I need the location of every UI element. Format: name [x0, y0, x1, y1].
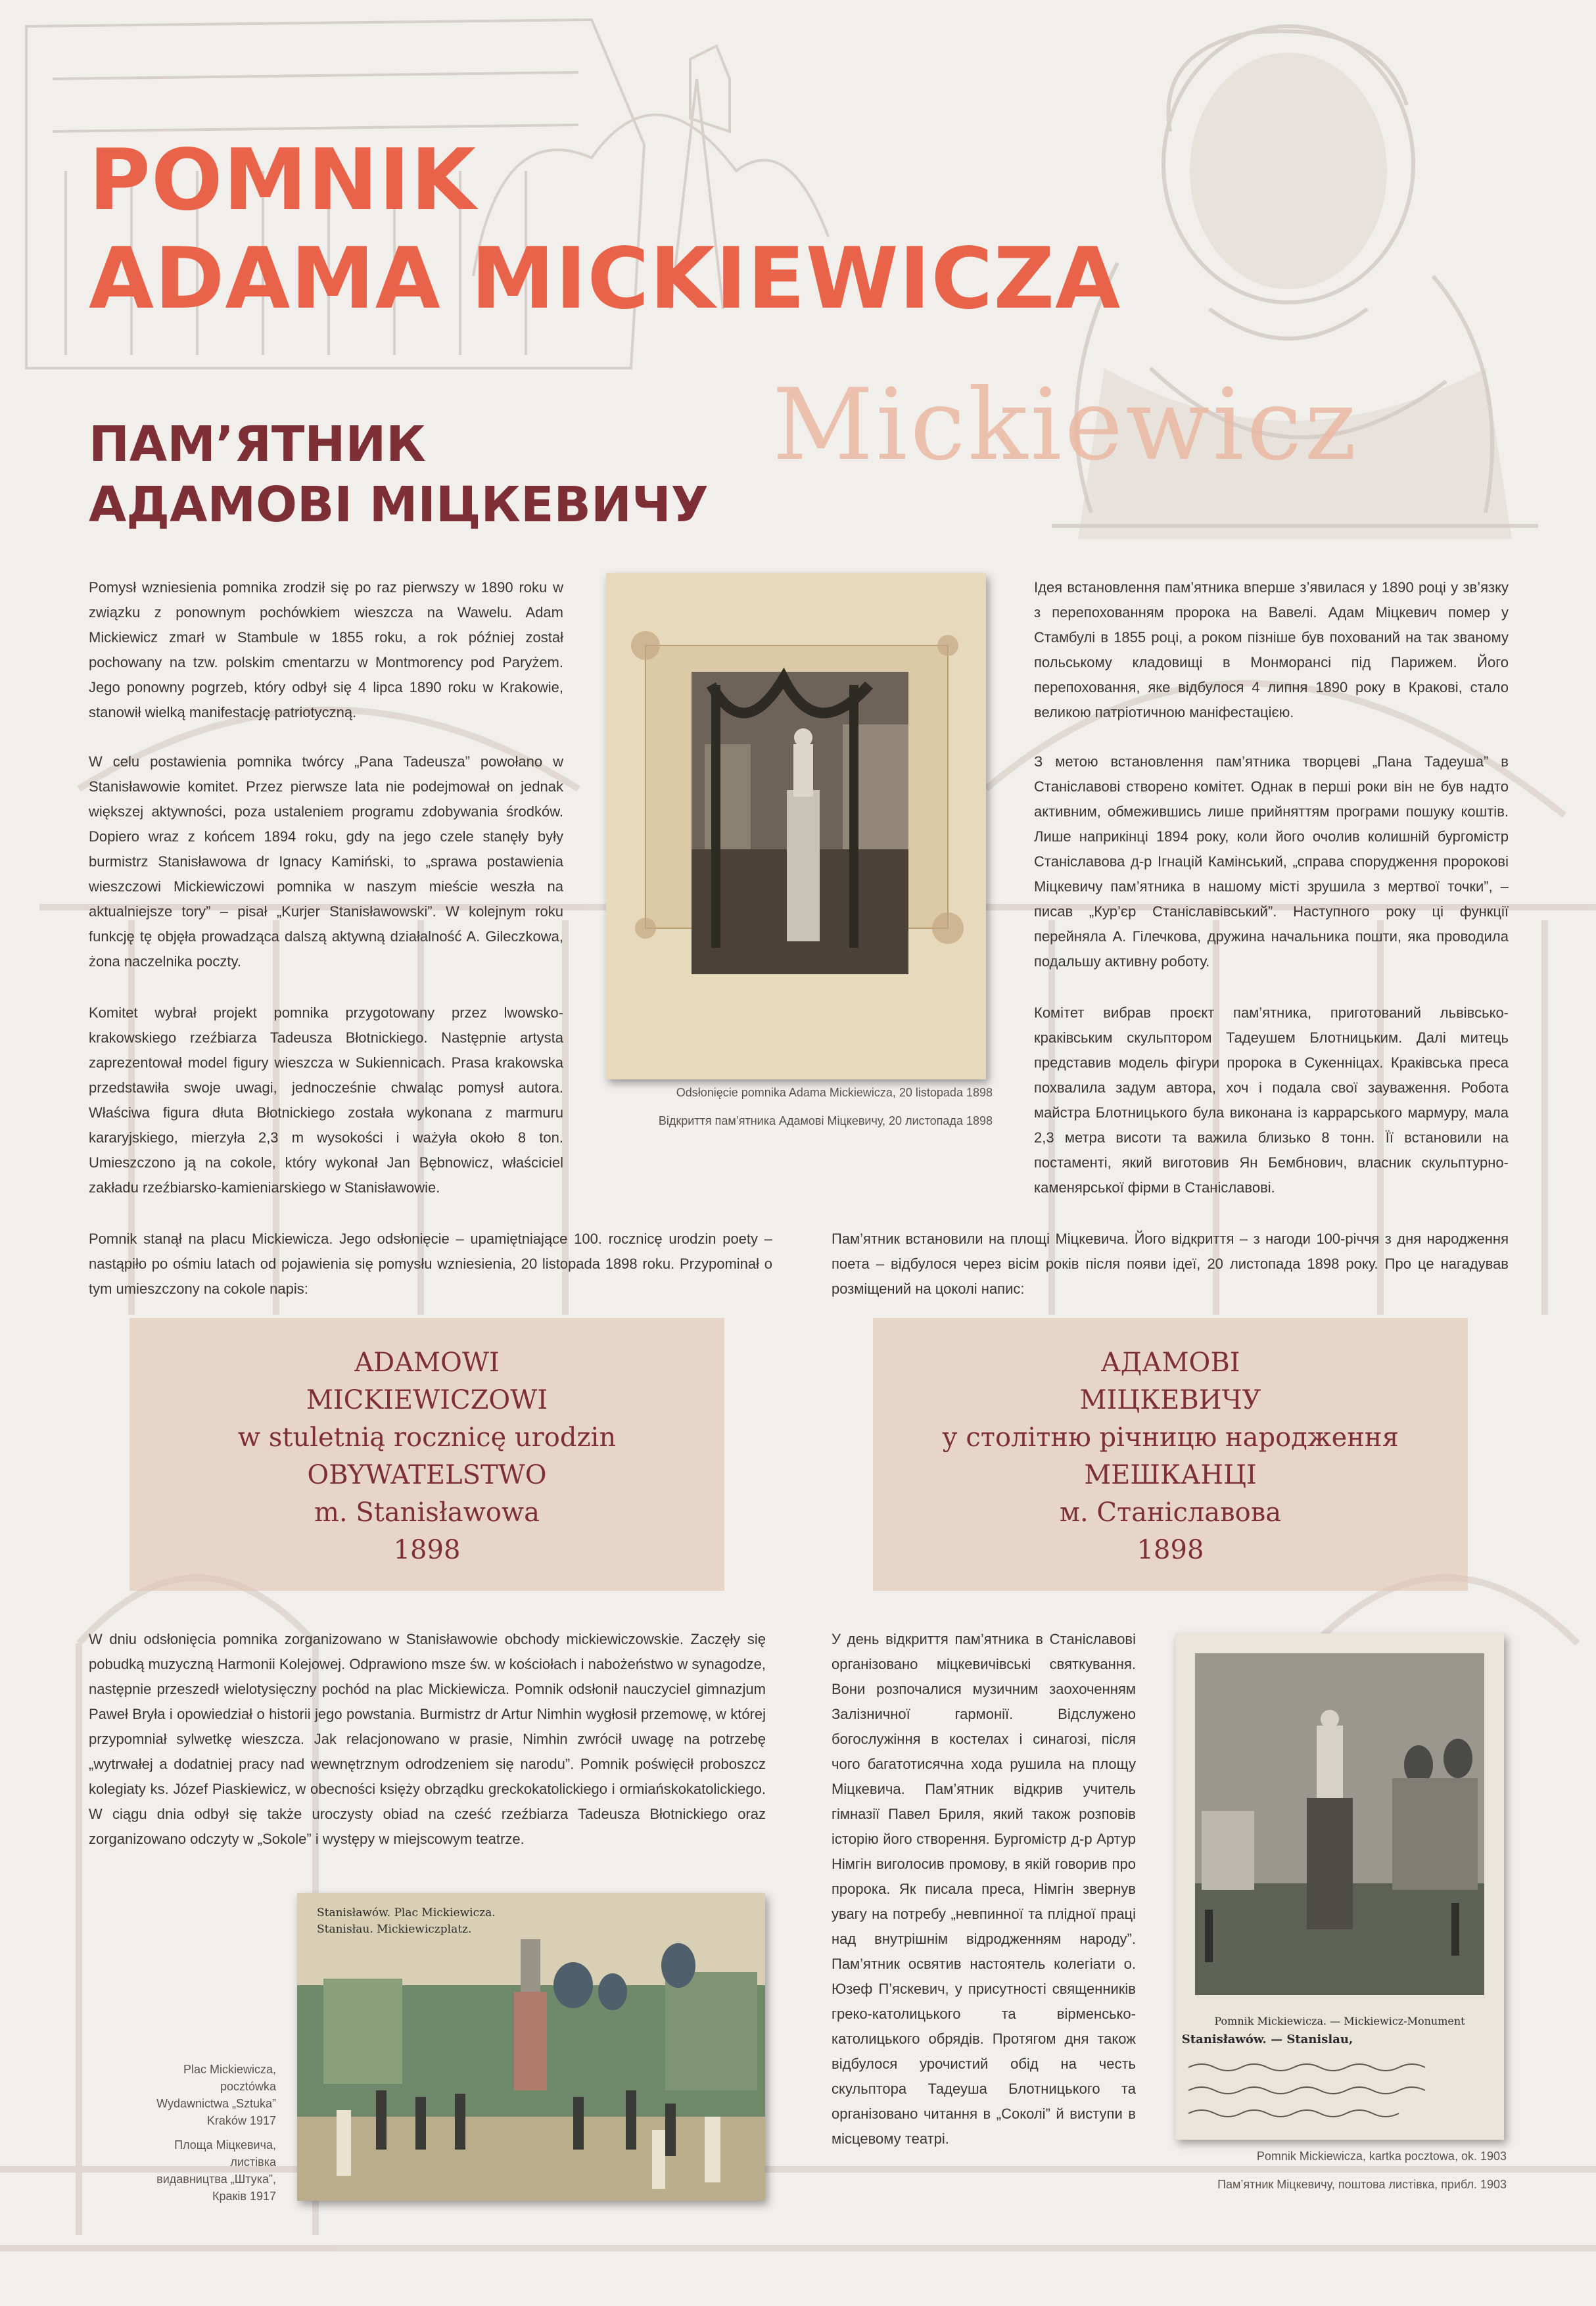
plaque-pl-line2: MICKIEWICZOWI — [306, 1385, 548, 1415]
photo1-caption-ua: Відкриття пам’ятника Адамові Міцкевичу, 20 листопада 1898 — [658, 1114, 993, 1127]
postcard-right-caption-ua: Пам’ятник Міцкевичу, поштова листівка, прибл. 1903 — [1217, 2178, 1507, 2191]
decorative-name: Mickiewicz — [772, 368, 1359, 482]
caption-line: видавництва „Штука”, — [156, 2173, 276, 2186]
paragraph-ua-1: Ідея встановлення пам’ятника вперше з’явилася у 1890 році у зв’язку з перепохованням пророка на Вавелі. Адам Міцкевич помер у Стамбулі в 1855 році, а роком пізніше був похований на так званому польському кладовищі в Монморансі під Парижем. Його перепоховання, яке відбулося 4 липня 1890 року в Кракові, стало великою патріотичною маніфестацією. — [1034, 579, 1509, 720]
plaque-ua-line4: МЕШКАНЦІ — [1084, 1460, 1257, 1490]
paragraph-ua-4: Пам’ятник встановили на площі Міцкевича. Його відкриття – з нагоди 100-річчя з дня народження поета – відбулося через вісім років після появи ідеї, 20 листопада 1898 року. Про це нагадував розміщений на цоколі напис: — [832, 1231, 1509, 1297]
page-title-ukrainian — [89, 414, 709, 535]
caption-line: Площа Міцкевича, — [174, 2138, 276, 2152]
paragraph-pl-celebration: W dniu odsłonięcia pomnika zorganizowano w Stanisławowie obchody mickiewiczowskie. Zaczęły się pobudką muzyczną Harmonii Kolejowej. Odprawiono msze św. w kościołach i nabożeństwo w synagodze, następnie przeszedł wielotysięczny pochód na plac Mickiewicza. Pomnik odsłonił nauczyciel gimnazjum Paweł Bryła i opowiedział o historii jego powstania. Burmistrz dr Artur Nimhin wygłosił przemowę, w której przypomniał sylwetkę wieszcza. Jak relacjonowano w prasie, Nimhin zwrócił uwagę na potrzebę „wytrwałej a dodatniej pracy nad wewnętrznym odrodzeniem się narodu”. Pomnik poświęcił proboszcz kolegiaty ks. Józef Piaskiewicz, w obecności księży obrządku greckokatolickiego i ormiańskokatolickiego. W ciągu dnia odbył się także uroczysty obiad na cześć rzeźbiarza Tadeusza Błotnickiego oraz zorganizowano odczyty w „Sokole” i występy w miejscowym teatrze. — [89, 1631, 766, 1847]
plaque-ua-line3: у столітню річницю народження — [942, 1423, 1399, 1453]
postcard-pomnik-image — [1175, 1634, 1504, 2140]
postcard-right-line2: Stanisławów. — Stanislau, — [1181, 2033, 1353, 2046]
plaque-polish — [129, 1318, 724, 1591]
caption-line: листівка — [230, 2155, 276, 2169]
title-ua-line1: ПАМ’ЯТНИК — [89, 416, 426, 473]
caption-line: Kraków 1917 — [206, 2114, 276, 2127]
postcard-plac-image — [297, 1893, 765, 2201]
page-title-polish — [89, 131, 1121, 329]
plaque-ua-line1: АДАМОВІ — [1100, 1348, 1240, 1378]
plaque-ua-line6: 1898 — [1137, 1535, 1204, 1565]
paragraph-ua-2: З метою встановлення пам’ятника творцеві „Пана Тадеуша” в Станіславові створено комітет. Однак в перші роки він не був надто активним, обмежившись лише прийняттям програми пошуку коштів. Лише наприкінці 1894 року, коли його очолив колишній бургомістр Станіславова д-р Ігнацій Камінський, „справа спорудження пророкові Міцкевичу пам’ятника в нашому місті зрушила з мертвої точки”, – писав „Кур’єр Станіславівський”. Наступного року ці функції перейняла А. Гілечкова, дружина начальника пошти, яка проводила подальшу активну роботу. — [1034, 753, 1509, 970]
paragraph-pl-2: W celu postawienia pomnika twórcy „Pana Tadeusza” powołano w Stanisławowie komitet. Przez pierwsze lata nie podejmował on jednak większej aktywności, poza ustaleniem programu zdobywania środków. Dopiero wraz z końcem 1894 roku, gdy na jego czele stanęły były burmistrz Stanisławowa dr Ignacy Kamiński, to „sprawa postawienia wieszczowi Mickiewiczowi pomnika w naszym mieście weszła na aktualniejsze tory” – pisał „Kurjer Stanisławowski”. W kolejnym roku funkcję tę objęła prowadząca dalszą aktywną działalność A. Gileczkowa, żona naczelnika poczty. — [89, 753, 563, 970]
photo-unveiling-image — [606, 573, 986, 1079]
caption-line: Краків 1917 — [212, 2190, 276, 2203]
postcard-plac-mickiewicza — [297, 1893, 765, 2201]
postcard-left-caption-pl — [118, 2061, 276, 2129]
plaque-ua-line2: МІЦКЕВИЧУ — [1079, 1385, 1261, 1415]
title-pl-line2: ADAMA MICKIEWICZA — [89, 230, 1121, 328]
paragraph-ua-3: Комітет вибрав проєкт пам’ятника, приготований львівсько-краківським скульптором Тадеушем Блотницьким. Далі митець представив модель фігури пророка в Сукенніцах. Краківська преса похвалила задум автора, хоч і подала свої зауваження. Робота майстра Блотницького була виконана із каррарського мармуру, мала 2,3 метра висоти та важила близько 8 тонн. Її встановили на постаменті, який виготовив Ян Бембнович, власник скульптурно-каменярської фірми в Станіславові. — [1034, 1004, 1509, 1196]
caption-line: pocztówka — [220, 2080, 276, 2093]
paragraph-ua-celebration: У день відкриття пам’ятника в Станіславові організовано міцкевичівські святкування. Вони розпочалися музичним заохоченням Залізничної гармонії. Відслужено богослужіння в костелах і синагозі, після чого багатотисячна хода рушила на площу Міцкевича. Пам’ятник відкрив учитель гімназії Павел Бриля, який також розповів історію його створення. Бургомістр д-р Артур Німгін виголосив промову, в якій говорив про пророка. Як писала преса, Німгін звернув увагу на потребу „невпинної та плідної праці над внутрішнім відродженням народу”. Пам’ятник освятив настоятель колегіати о. Юзеф П’яскевич, у присутності священників греко-католицького та вірменсько-католицького обрядів. Протягом дня також відбулося урочистий обід на честь скульптора Тадеуша Блотницького та організовано читання в „Соколі” й виступи в місцевому театрі. — [832, 1631, 1136, 2147]
photo-unveiling-1898 — [606, 573, 986, 1079]
postcard-right-line1: Pomnik Mickiewicza. — Mickiewicz-Monument — [1214, 2015, 1465, 2027]
plaque-pl-line1: ADAMOWI — [354, 1348, 500, 1378]
plaque-pl-line3: w stuletnią rocznicę urodzin — [237, 1423, 617, 1453]
paragraph-pl-3: Komitet wybrał projekt pomnika przygotowany przez lwowsko-krakowskiego rzeźbiarza Tadeusza Błotnickiego. Następnie artysta zaprezentował model figury wieszcza w Sukiennicach. Prasa krakowska przedstawiła swoje uwagi, jednocześnie chwaląc pomysł autora. Właściwa figura dłuta Błotnickiego została wykonana z marmuru kararyjskiego, mierzyła 2,3 m wysokości i ważyła około 8 ton. Umieszczono ją na cokole, który wykonał Jan Bębnowicz, właściciel zakładu rzeźbiarsko-kamieniarskiego w Stanisławowie. — [89, 1004, 563, 1196]
paragraph-pl-1: Pomysł wzniesienia pomnika zrodził się po raz pierwszy w 1890 roku w związku z ponownym pochówkiem wieszcza na Wawelu. Adam Mickiewicz zmarł w Stambule w 1855 roku, a rok później został pochowany na tzw. polskim cmentarzu w Montmorency pod Paryżem. Jego ponowny pogrzeb, który odbył się 4 lipca 1890 roku w Krakowie, stanowił wielką manifestację patriotyczną. — [89, 579, 563, 720]
plaque-pl-line4: OBYWATELSTWO — [307, 1460, 547, 1490]
postcard-left-header-1: Stanisławów. Plac Mickiewicza. — [317, 1906, 496, 1919]
plaque-pl-line6: 1898 — [393, 1535, 461, 1565]
plaque-ukrainian — [873, 1318, 1468, 1591]
postcard-left-caption-ua — [118, 2136, 276, 2205]
postcard-left-header-2: Stanisłau. Mickiewiczplatz. — [317, 1923, 472, 1936]
title-pl-line1: POMNIK — [89, 131, 477, 229]
paragraph-pl-4: Pomnik stanął na placu Mickiewicza. Jego odsłonięcie – upamiętniające 100. rocznicę urodzin poety – nastąpiło po ośmiu latach od pojawienia się pomysłu wzniesienia, 20 listopada 1898 roku. Przypominał o tym umieszczony na cokole napis: — [89, 1231, 772, 1297]
postcard-right-caption-pl: Pomnik Mickiewicza, kartka pocztowa, ok. 1903 — [1256, 2150, 1507, 2163]
plaque-ua-line5: м. Станіславова — [1059, 1497, 1282, 1528]
photo1-caption-pl: Odsłonięcie pomnika Adama Mickiewicza, 20 listopada 1898 — [676, 1086, 993, 1099]
caption-line: Plac Mickiewicza, — [183, 2063, 276, 2076]
caption-line: Wydawnictwa „Sztuka” — [156, 2097, 276, 2110]
postcard-pomnik-1903 — [1175, 1634, 1504, 2140]
title-ua-line2: АДАМОВІ МІЦКЕВИЧУ — [89, 477, 709, 533]
plaque-pl-line5: m. Stanisławowa — [314, 1497, 540, 1528]
